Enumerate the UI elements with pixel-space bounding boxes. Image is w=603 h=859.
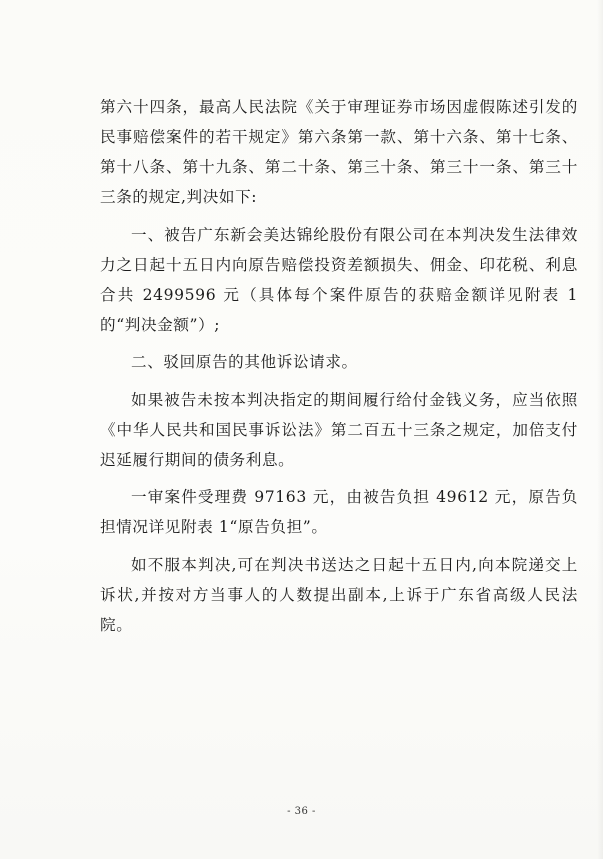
judgment-item-2: 二、驳回原告的其他诉讼请求。 (131, 353, 358, 371)
legal-basis-paragraph: 第六十四条，最高人民法院《关于审理证券市场因虚假陈述引发的民事赔偿案件的若干规定》第六条第一款、第十六条、第十七条、第十八条、第十九条、第二十条、第三十条、第三十一条、第三十三条的规定,判决如下: (100, 98, 578, 206)
page-number: - 36 - (287, 806, 316, 817)
judgment-body (100, 92, 578, 647)
appeal-notice-paragraph: 如不服本判决,可在判决书送达之日起十五日内,向本院递交上诉状,并按对方当事人的人数提出副本,上诉于广东省高级人民法院。 (100, 555, 578, 634)
judgment-item-1: 一、被告广东新会美达锦纶股份有限公司在本判决发生法律效力之日起十五日内向原告赔偿投资差额损失、佣金、印花税、利息合共 2499596 元（具体每个案件原告的获赔金额详见附表 1的“判决金额”）; (100, 225, 578, 334)
scan-edge-shadow (597, 0, 603, 859)
court-fee-paragraph: 一审案件受理费 97163 元，由被告负担 49612 元，原告负担情况详见附表 1“原告负担”。 (100, 488, 578, 536)
late-payment-clause: 如果被告未按本判决指定的期间履行给付金钱义务，应当依照《中华人民共和国民事诉讼法》第二百五十三条之规定，加倍支付迟延履行期间的债务利息。 (100, 390, 578, 469)
